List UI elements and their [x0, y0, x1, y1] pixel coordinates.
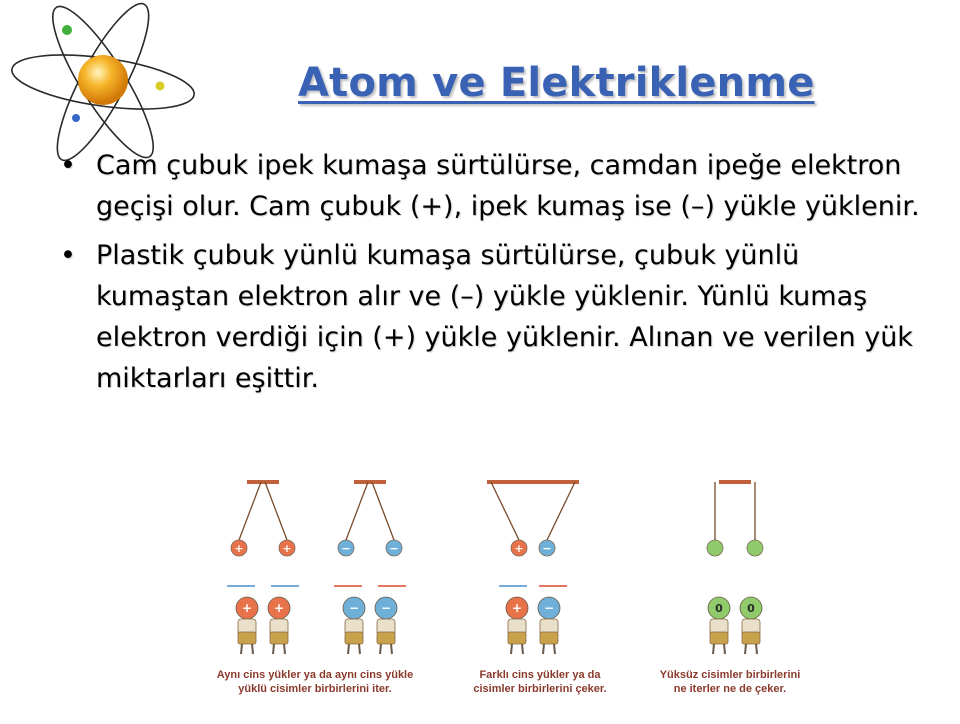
ball-charge-label: − — [341, 542, 351, 555]
bullet-text-1: Cam çubuk ipek kumaşa sürtülürse, camdan ipeğe elektron geçişi olur. Cam çubuk (+), ipek kumaş ise (–) yükle yüklenir. — [96, 150, 920, 222]
caption-1-line-2: yüklü cisimler birbirlerini iter. — [238, 683, 392, 695]
child-leg — [380, 644, 381, 654]
ball-charge-label: + — [282, 542, 292, 555]
thread — [372, 482, 394, 540]
thread — [265, 482, 287, 540]
child-leg — [713, 644, 714, 654]
caption-1-line-1: Aynı cins yükler ya da aynı cins yükle — [216, 669, 414, 681]
caption-2-line-2: cisimler birbirlerini çeker. — [473, 683, 607, 695]
electron-blue — [72, 114, 80, 122]
bullet-text-2: Plastik çubuk yünlü kumaşa sürtülürse, çubuk yünlü kumaştan elektron alır ve (–) yükle yüklenir. Yünlü kumaş elektron verdiği için (+) yükle yüklenir. Alınan ve verilen yük miktarları eşittir. — [96, 240, 913, 394]
support-bar — [487, 480, 579, 484]
caption-same-charges — [205, 668, 425, 696]
child-pants — [742, 632, 760, 644]
child-leg — [241, 644, 242, 654]
child-leg — [284, 644, 285, 654]
child-leg — [543, 644, 544, 654]
child-pants — [540, 632, 558, 644]
child-pants — [710, 632, 728, 644]
charged-ball — [747, 540, 763, 556]
thread — [491, 482, 519, 540]
caption-neutral — [645, 668, 815, 696]
child-leg — [756, 644, 757, 654]
child-leg — [554, 644, 555, 654]
child-charge-label: + — [273, 601, 285, 615]
support-bar — [354, 480, 386, 484]
child-pants — [238, 632, 256, 644]
child-pants — [508, 632, 526, 644]
bullet-marker: • — [60, 240, 76, 271]
caption-3-line-2: ne iterler ne de çeker. — [673, 683, 787, 695]
bullet-list — [60, 145, 920, 407]
electric-charge-illustration — [205, 468, 825, 720]
thread — [346, 482, 368, 540]
child-pants — [270, 632, 288, 644]
child-leg — [522, 644, 523, 654]
bullet-marker: • — [60, 150, 76, 181]
child-leg — [391, 644, 392, 654]
child-charge-label: + — [511, 601, 523, 615]
thread — [547, 482, 575, 540]
child-charge-label: 0 — [747, 602, 755, 615]
caption-3-line-1: Yüksüz cisimler birbirlerini — [659, 669, 801, 681]
bullet-item-2 — [60, 235, 920, 399]
child-leg — [724, 644, 725, 654]
child-pants — [377, 632, 395, 644]
child-charge-label: 0 — [715, 602, 723, 615]
ball-charge-label: − — [542, 542, 552, 555]
support-bar — [719, 480, 751, 484]
child-leg — [511, 644, 512, 654]
child-charge-label: − — [543, 601, 555, 615]
ball-charge-label: + — [514, 542, 524, 555]
child-leg — [745, 644, 746, 654]
child-leg — [348, 644, 349, 654]
child-leg — [252, 644, 253, 654]
electron-yellow — [156, 82, 165, 91]
support-bar — [247, 480, 279, 484]
child-charge-label: − — [380, 601, 392, 615]
charged-ball — [707, 540, 723, 556]
child-leg — [273, 644, 274, 654]
caption-opposite-charges — [455, 668, 625, 696]
child-charge-label: − — [348, 601, 360, 615]
ball-charge-label: + — [234, 542, 244, 555]
bullet-item-1 — [60, 145, 920, 227]
ball-charge-label: − — [389, 542, 399, 555]
child-leg — [359, 644, 360, 654]
electron-green — [62, 25, 72, 35]
slide-title: Atom ve Elektriklenme — [298, 60, 815, 106]
caption-2-line-1: Farklı cins yükler ya da — [479, 669, 601, 681]
child-charge-label: + — [241, 601, 253, 615]
nucleus — [78, 55, 128, 105]
child-pants — [345, 632, 363, 644]
thread — [239, 482, 261, 540]
